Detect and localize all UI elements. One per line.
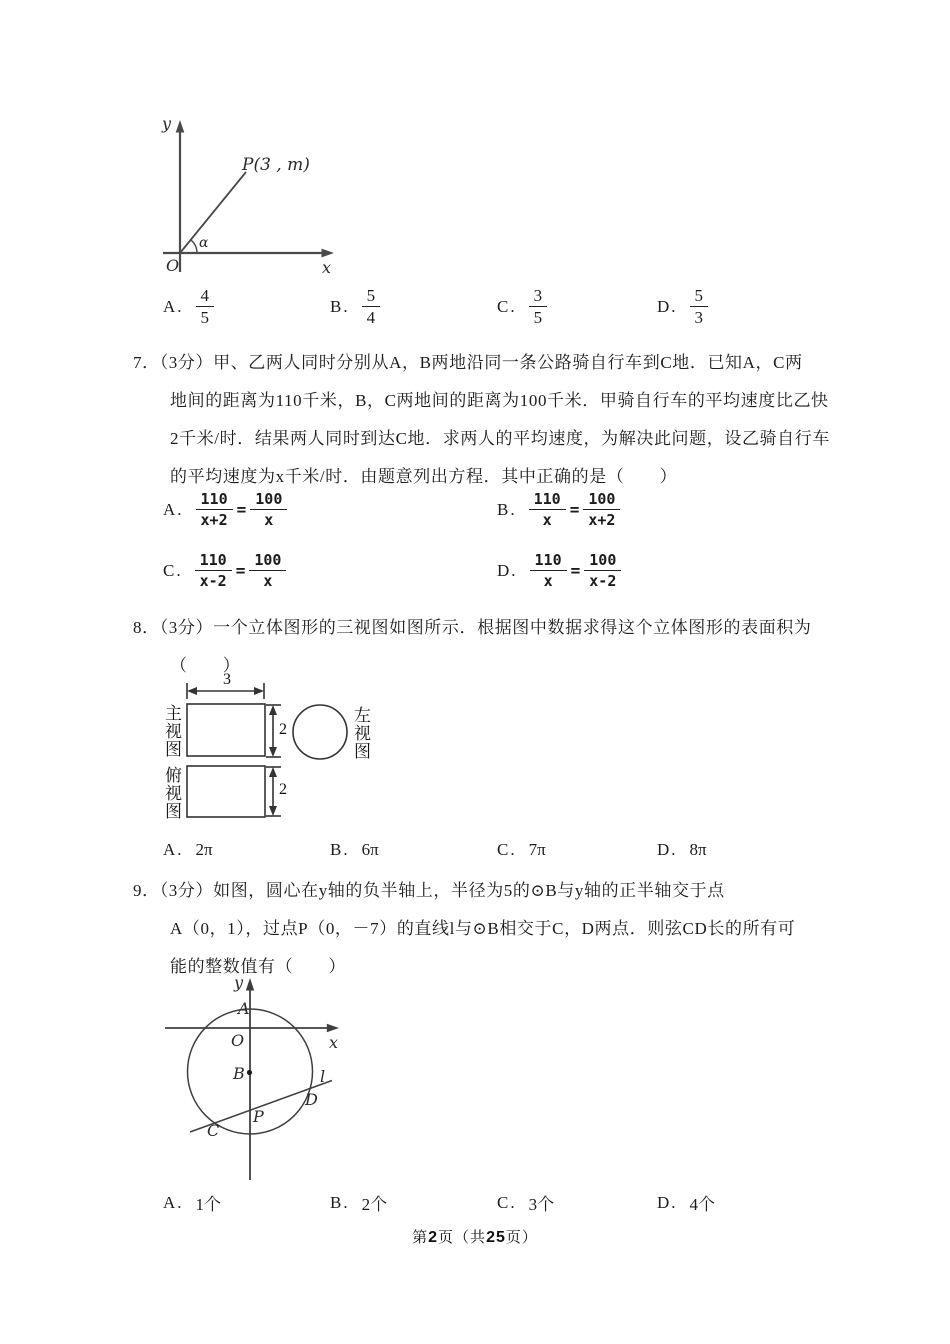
x-axis-label: x <box>322 258 332 277</box>
fraction-numerator: 110 <box>530 551 567 571</box>
top-view-label: 俯视图 <box>162 766 181 820</box>
q9-text-line: A（0，1），过点P（0，－7）的直线l与⊙B相交于C，D两点．则弦CD长的所有可 <box>170 919 796 938</box>
y-axis-arrow-icon <box>246 978 254 991</box>
option-label: D. <box>657 840 678 859</box>
q7-option-c <box>163 551 286 590</box>
fraction-numerator: 3 <box>529 286 548 307</box>
origin-label: O <box>166 256 180 275</box>
q9-option-b <box>330 1190 387 1215</box>
q6-graph <box>150 110 350 290</box>
fraction-numerator: 110 <box>195 551 232 571</box>
center-b-dot <box>247 1070 252 1075</box>
fraction-denominator: 3 <box>694 308 704 327</box>
option-label: B. <box>330 296 350 316</box>
fraction-numerator: 4 <box>196 286 215 307</box>
footer-text: 页（共 <box>438 1230 487 1246</box>
fraction-numerator: 100 <box>584 551 621 571</box>
option-label: C. <box>497 1192 517 1212</box>
q7-text-line: 2千米/时．结果两人同时到达C地．求两人的平均速度，为解决此问题，设乙骑自行车 <box>170 429 830 448</box>
footer-text: 第 <box>412 1230 429 1246</box>
q6-option-b <box>330 286 380 327</box>
arrow-down-icon <box>269 806 277 816</box>
y-axis-label: y <box>162 114 172 133</box>
side-view-circle <box>293 705 347 759</box>
option-label: D. <box>657 296 678 316</box>
point-c-label: C <box>207 1121 220 1140</box>
equals-sign: = <box>235 561 246 580</box>
fraction-denominator: 5 <box>200 308 210 327</box>
y-axis-label: y <box>234 973 244 992</box>
footer-total-pages: 25 <box>486 1229 506 1246</box>
y-axis-arrow-icon <box>176 120 185 133</box>
q7-text-line: 7．（3分）甲、乙两人同时分别从A，B两地沿同一条公路骑自行车到C地．已知A，C两 <box>133 353 803 372</box>
side-view-label: 左视图 <box>351 706 370 760</box>
option-label: D. <box>657 1192 678 1212</box>
point-p-label: P <box>253 1107 264 1126</box>
option-value: 3个 <box>528 1195 555 1214</box>
fraction-denominator: x+2 <box>588 511 616 529</box>
fraction-denominator: 5 <box>533 308 543 327</box>
option-value: 2个 <box>361 1195 388 1214</box>
option-label: B. <box>330 1192 350 1212</box>
top-view-rect <box>187 766 265 817</box>
option-label: B. <box>330 840 350 859</box>
q6-option-c <box>497 286 547 327</box>
option-label: C. <box>497 840 517 859</box>
q9-text-line: 9．（3分）如图，圆心在y轴的负半轴上，半径为5的⊙B与y轴的正半轴交于点 <box>133 881 725 900</box>
equals-sign: = <box>236 500 247 519</box>
fraction-denominator: x+2 <box>200 511 228 529</box>
option-value: 1个 <box>195 1195 222 1214</box>
fraction-numerator: 5 <box>362 286 381 307</box>
q8-text-line: 8．（3分）一个立体图形的三视图如图所示．根据图中数据求得这个立体图形的表面积为 <box>133 618 812 637</box>
point-p-label: P(3 , m) <box>242 155 310 175</box>
point-d-label: D <box>305 1090 318 1109</box>
q8-option-d <box>657 840 707 860</box>
width-dim-label: 3 <box>223 671 231 688</box>
angle-label: α <box>199 235 209 251</box>
origin-label: O <box>231 1031 245 1050</box>
q7-option-b <box>497 490 620 529</box>
option-label: A. <box>163 840 184 859</box>
q9-text-line: 能的整数值有（ ） <box>170 957 346 976</box>
q9-option-d <box>657 1190 715 1215</box>
ray-op <box>180 172 246 253</box>
q8-option-a <box>163 840 213 860</box>
fraction-denominator: x <box>263 572 273 590</box>
fraction-denominator: x-2 <box>589 572 617 590</box>
line-l-label: l <box>320 1067 326 1086</box>
q7-text-line: 地间的距离为110千米，B，C两地间的距离为100千米．甲骑自行车的平均速度比乙快 <box>170 391 829 410</box>
option-value: 2π <box>195 840 213 859</box>
arrow-left-icon <box>187 687 197 695</box>
x-axis-arrow-icon <box>322 249 335 258</box>
option-label: D. <box>497 560 518 580</box>
option-label: C. <box>497 296 517 316</box>
q8-three-view-diagram <box>150 668 390 836</box>
option-label: A. <box>163 296 184 316</box>
x-axis-label: x <box>329 1033 339 1052</box>
page-footer <box>0 1226 950 1247</box>
fraction-denominator: x <box>264 511 274 529</box>
fraction-numerator: 100 <box>249 551 286 571</box>
angle-arc <box>191 240 197 253</box>
fraction-numerator: 100 <box>583 490 620 510</box>
arrow-right-icon <box>254 687 264 695</box>
footer-text: 页） <box>505 1230 538 1246</box>
arrow-up-icon <box>269 767 277 777</box>
q6-option-d <box>657 286 708 327</box>
option-value: 8π <box>689 840 707 859</box>
option-value: 4个 <box>689 1195 716 1214</box>
q6-graph-svg <box>150 110 350 290</box>
equals-sign: = <box>569 500 580 519</box>
point-a-label: A <box>238 999 250 1018</box>
fraction-numerator: 110 <box>196 490 233 510</box>
arrow-down-icon <box>269 747 277 757</box>
q9-option-c <box>497 1190 554 1215</box>
q8-text-line: （ ） <box>170 656 241 675</box>
footer-page-number: 2 <box>428 1229 439 1246</box>
fraction-denominator: 4 <box>366 308 376 327</box>
equals-sign: = <box>570 561 581 580</box>
fraction-denominator: x <box>543 572 553 590</box>
option-label: B. <box>497 499 517 519</box>
q7-option-d <box>497 551 621 590</box>
fraction-denominator: x <box>542 511 552 529</box>
option-label: A. <box>163 499 184 519</box>
q9-circle-diagram <box>155 975 355 1187</box>
option-value: 6π <box>361 840 379 859</box>
fraction-numerator: 100 <box>250 490 287 510</box>
height-dim-label: 2 <box>279 781 287 798</box>
q8-option-c <box>497 840 546 860</box>
center-b-label: B <box>233 1064 245 1083</box>
fraction-numerator: 5 <box>690 286 709 307</box>
fraction-numerator: 110 <box>529 490 566 510</box>
front-view-label: 主视图 <box>162 704 181 758</box>
height-dim-label: 2 <box>279 721 287 738</box>
q9-option-a <box>163 1190 221 1215</box>
x-axis-arrow-icon <box>327 1024 339 1033</box>
front-view-rect <box>187 704 265 756</box>
option-label: C. <box>163 560 183 580</box>
option-label: A. <box>163 1192 184 1212</box>
q6-option-a <box>163 286 214 327</box>
q7-text-line: 的平均速度为x千米/时．由题意列出方程．其中正确的是（ ） <box>170 467 678 486</box>
q8-option-b <box>330 840 379 860</box>
arrow-up-icon <box>269 705 277 715</box>
fraction-denominator: x-2 <box>199 572 227 590</box>
option-value: 7π <box>528 840 546 859</box>
q7-option-a <box>163 490 287 529</box>
